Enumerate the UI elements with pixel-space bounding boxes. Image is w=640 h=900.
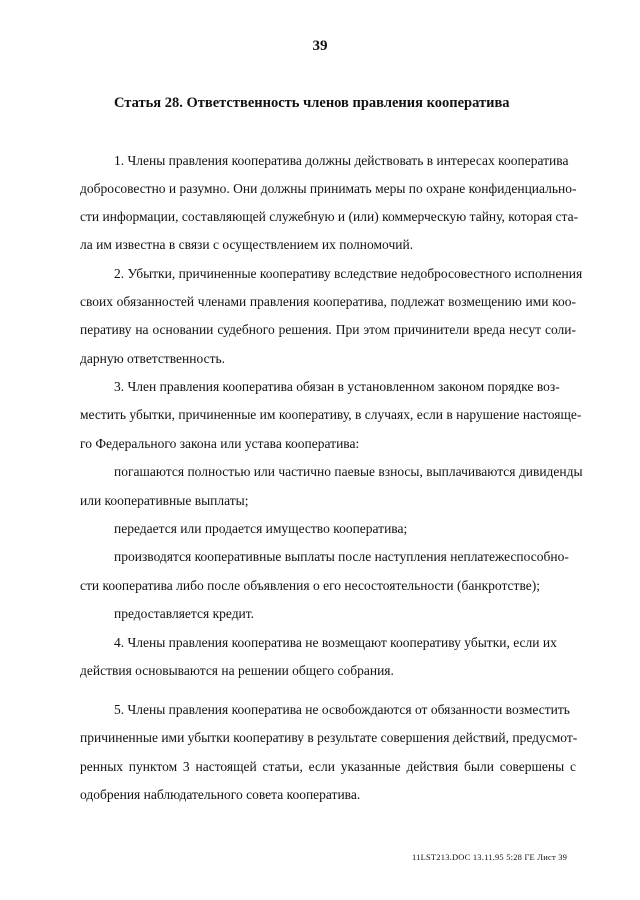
article-title: Статья 28. Ответственность членов правления кооператива — [114, 95, 510, 111]
text-line: перативу на основании судебного решения. При этом причинители вреда несут соли- — [80, 322, 576, 337]
text-line: 3. Член правления кооператива обязан в установленном законом порядке воз- — [114, 379, 560, 394]
text-line: ренных пунктом 3 настоящей статьи, если указанные действия были совершены с — [80, 759, 576, 774]
document-footer: 11LST213.DOC 13.11.95 5:28 ГЕ Лист 39 — [412, 852, 568, 862]
text-line: 4. Члены правления кооператива не возмещают кооперативу убытки, если их — [114, 635, 557, 650]
text-line: 2. Убытки, причиненные кооперативу вследствие недобросовестного исполнения — [114, 266, 583, 281]
text-line: действия основываются на решении общего собрания. — [80, 663, 394, 678]
text-line: передается или продается имущество кооператива; — [114, 521, 408, 536]
page-number: 39 — [312, 38, 328, 54]
text-line: 5. Члены правления кооператива не освобождаются от обязанности возместить — [114, 702, 570, 717]
text-line: ла им известна в связи с осуществлением их полномочий. — [80, 237, 414, 252]
text-line: сти кооператива либо после объявления о его несостоятельности (банкротстве); — [80, 578, 540, 593]
text-line: местить убытки, причиненные им кооперативу, в случаях, если в нарушение настояще- — [80, 407, 582, 422]
text-line: го Федерального закона или устава кооператива: — [80, 436, 360, 451]
text-line: сти информации, составляющей служебную и (или) коммерческую тайну, которая ста- — [80, 209, 579, 224]
text-line: своих обязанностей членами правления кооператива, подлежат возмещению ими коо- — [80, 294, 576, 309]
text-line: погашаются полностью или частично паевые взносы, выплачиваются дивиденды — [114, 464, 583, 479]
text-line: или кооперативные выплаты; — [80, 493, 249, 508]
text-line: одобрения наблюдательного совета кооператива. — [80, 787, 361, 802]
text-line: 1. Члены правления кооператива должны действовать в интересах кооператива — [114, 153, 569, 168]
text-line: предоставляется кредит. — [114, 606, 255, 621]
text-line: производятся кооперативные выплаты после наступления неплатежеспособно- — [114, 549, 569, 564]
text-line: добросовестно и разумно. Они должны принимать меры по охране конфиденциально- — [80, 181, 577, 196]
text-line: дарную ответственность. — [80, 351, 226, 366]
text-line: причиненные ими убытки кооперативу в результате совершения действий, предусмот- — [80, 730, 578, 745]
